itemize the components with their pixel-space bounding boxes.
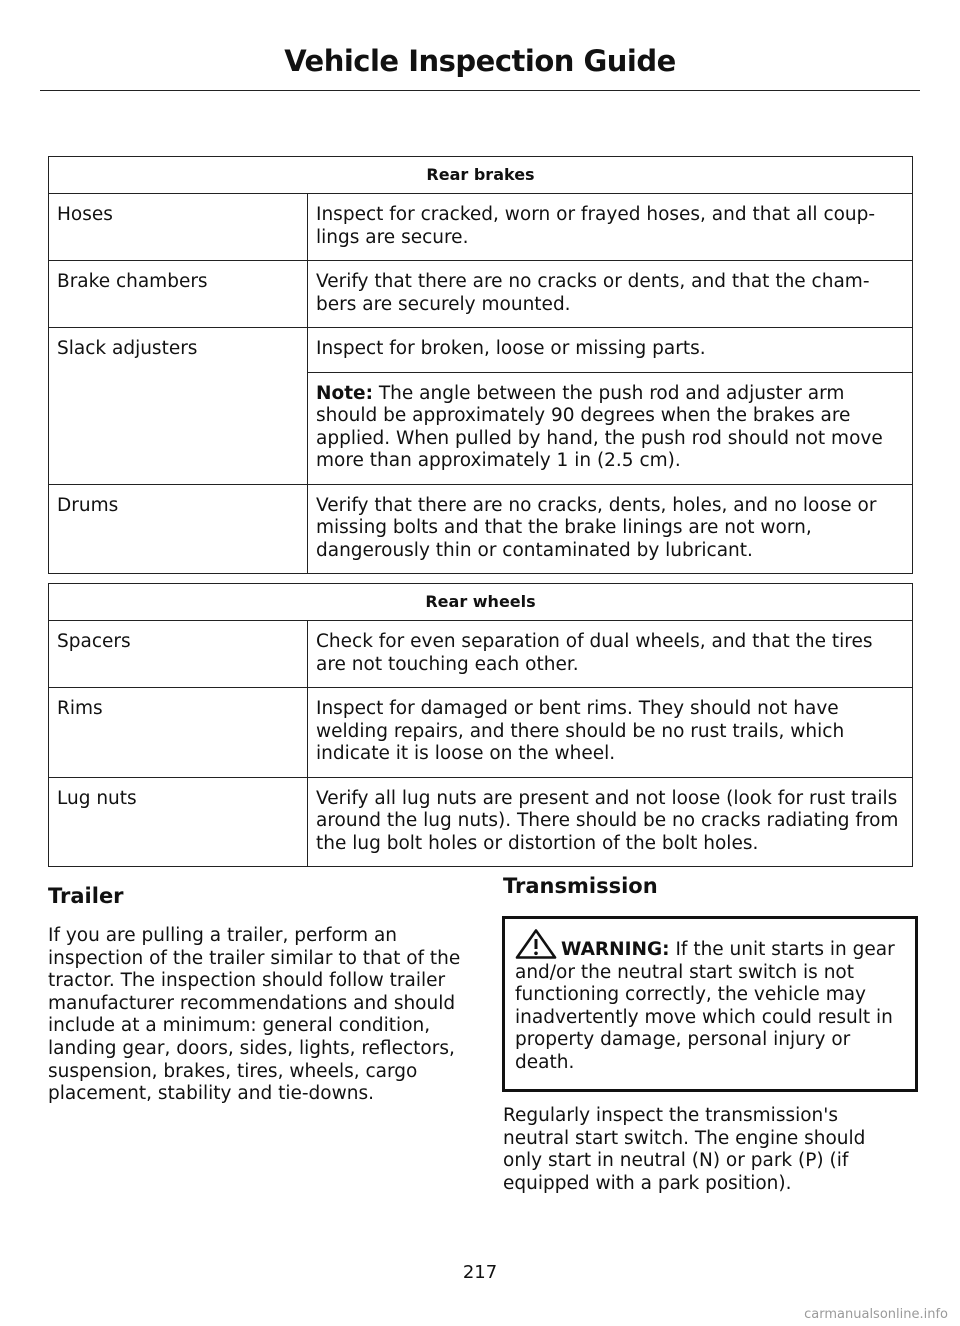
row-label: Lug nuts bbox=[49, 777, 308, 867]
table-row bbox=[49, 484, 913, 574]
table-row bbox=[49, 328, 913, 373]
row-label: Slack adjusters bbox=[49, 328, 308, 485]
rear-wheels-table bbox=[48, 583, 913, 867]
watermark: carmanualsonline.info bbox=[804, 1307, 948, 1322]
warning-label: WARNING: bbox=[561, 939, 670, 960]
row-description: Verify that there are no cracks or dents, and that the cham-bers are securely mounted. bbox=[308, 261, 913, 328]
row-description: Inspect for cracked, worn or frayed hoses, and that all coup-lings are secure. bbox=[308, 194, 913, 261]
transmission-heading: Transmission bbox=[503, 874, 658, 898]
row-label: Brake chambers bbox=[49, 261, 308, 328]
warning-box bbox=[502, 916, 918, 1092]
row-label: Spacers bbox=[49, 621, 308, 688]
rear-brakes-heading: Rear brakes bbox=[49, 157, 913, 194]
rear-brakes-table bbox=[48, 156, 913, 574]
row-description: Inspect for broken, loose or missing parts. bbox=[308, 328, 913, 373]
row-label: Drums bbox=[49, 484, 308, 574]
row-description: Inspect for damaged or bent rims. They should not have welding repairs, and there should be no rust trails, which indicate it is loose on the wheel. bbox=[308, 688, 913, 778]
row-description: Verify that there are no cracks, dents, holes, and no loose or missing bolts and that the brake linings are not worn, dangerously thin or contaminated by lubricant. bbox=[308, 484, 913, 574]
trailer-body: If you are pulling a trailer, perform an inspection of the trailer similar to that of the tractor. The inspection should follow trailer manufacturer recommendations and should include at a minimum: general condition, landing gear, doors, sides, lights, reflectors, suspension, brakes, tires, wheels, cargo placement, stability and tie-downs. bbox=[48, 925, 461, 1105]
page-title: Vehicle Inspection Guide bbox=[284, 44, 676, 78]
row-note bbox=[308, 372, 913, 484]
note-label: Note: bbox=[316, 382, 373, 404]
row-label: Rims bbox=[49, 688, 308, 778]
page-number: 217 bbox=[462, 1262, 498, 1283]
warning-triangle-icon bbox=[515, 929, 557, 959]
row-description: Verify all lug nuts are present and not loose (look for rust trails around the lug nuts). There should be no cracks radiating from the lug bolt holes or distortion of the bolt holes. bbox=[308, 777, 913, 867]
rear-wheels-heading: Rear wheels bbox=[49, 584, 913, 621]
row-description: Check for even separation of dual wheels, and that the tires are not touching each other. bbox=[308, 621, 913, 688]
row-label: Hoses bbox=[49, 194, 308, 261]
title-divider bbox=[40, 90, 920, 91]
transmission-body: Regularly inspect the transmission's neutral start switch. The engine should only start in neutral (N) or park (P) (if equipped with a park position). bbox=[503, 1105, 866, 1194]
table-row bbox=[49, 777, 913, 867]
table-row bbox=[49, 688, 913, 778]
trailer-heading: Trailer bbox=[48, 884, 124, 908]
warning-text: If the unit starts in gear and/or the neutral start switch is not functioning correctly, the vehicle may inadvertently move which could result in property damage, personal injury or death. bbox=[515, 939, 895, 1073]
table-row bbox=[49, 261, 913, 328]
note-text: The angle between the push rod and adjuster arm should be approximately 90 degrees when the brakes are applied. When pulled by hand, the push rod should not move more than approximately 1 in (2.5 cm). bbox=[316, 382, 883, 471]
table-row bbox=[49, 194, 913, 261]
table-row bbox=[49, 621, 913, 688]
